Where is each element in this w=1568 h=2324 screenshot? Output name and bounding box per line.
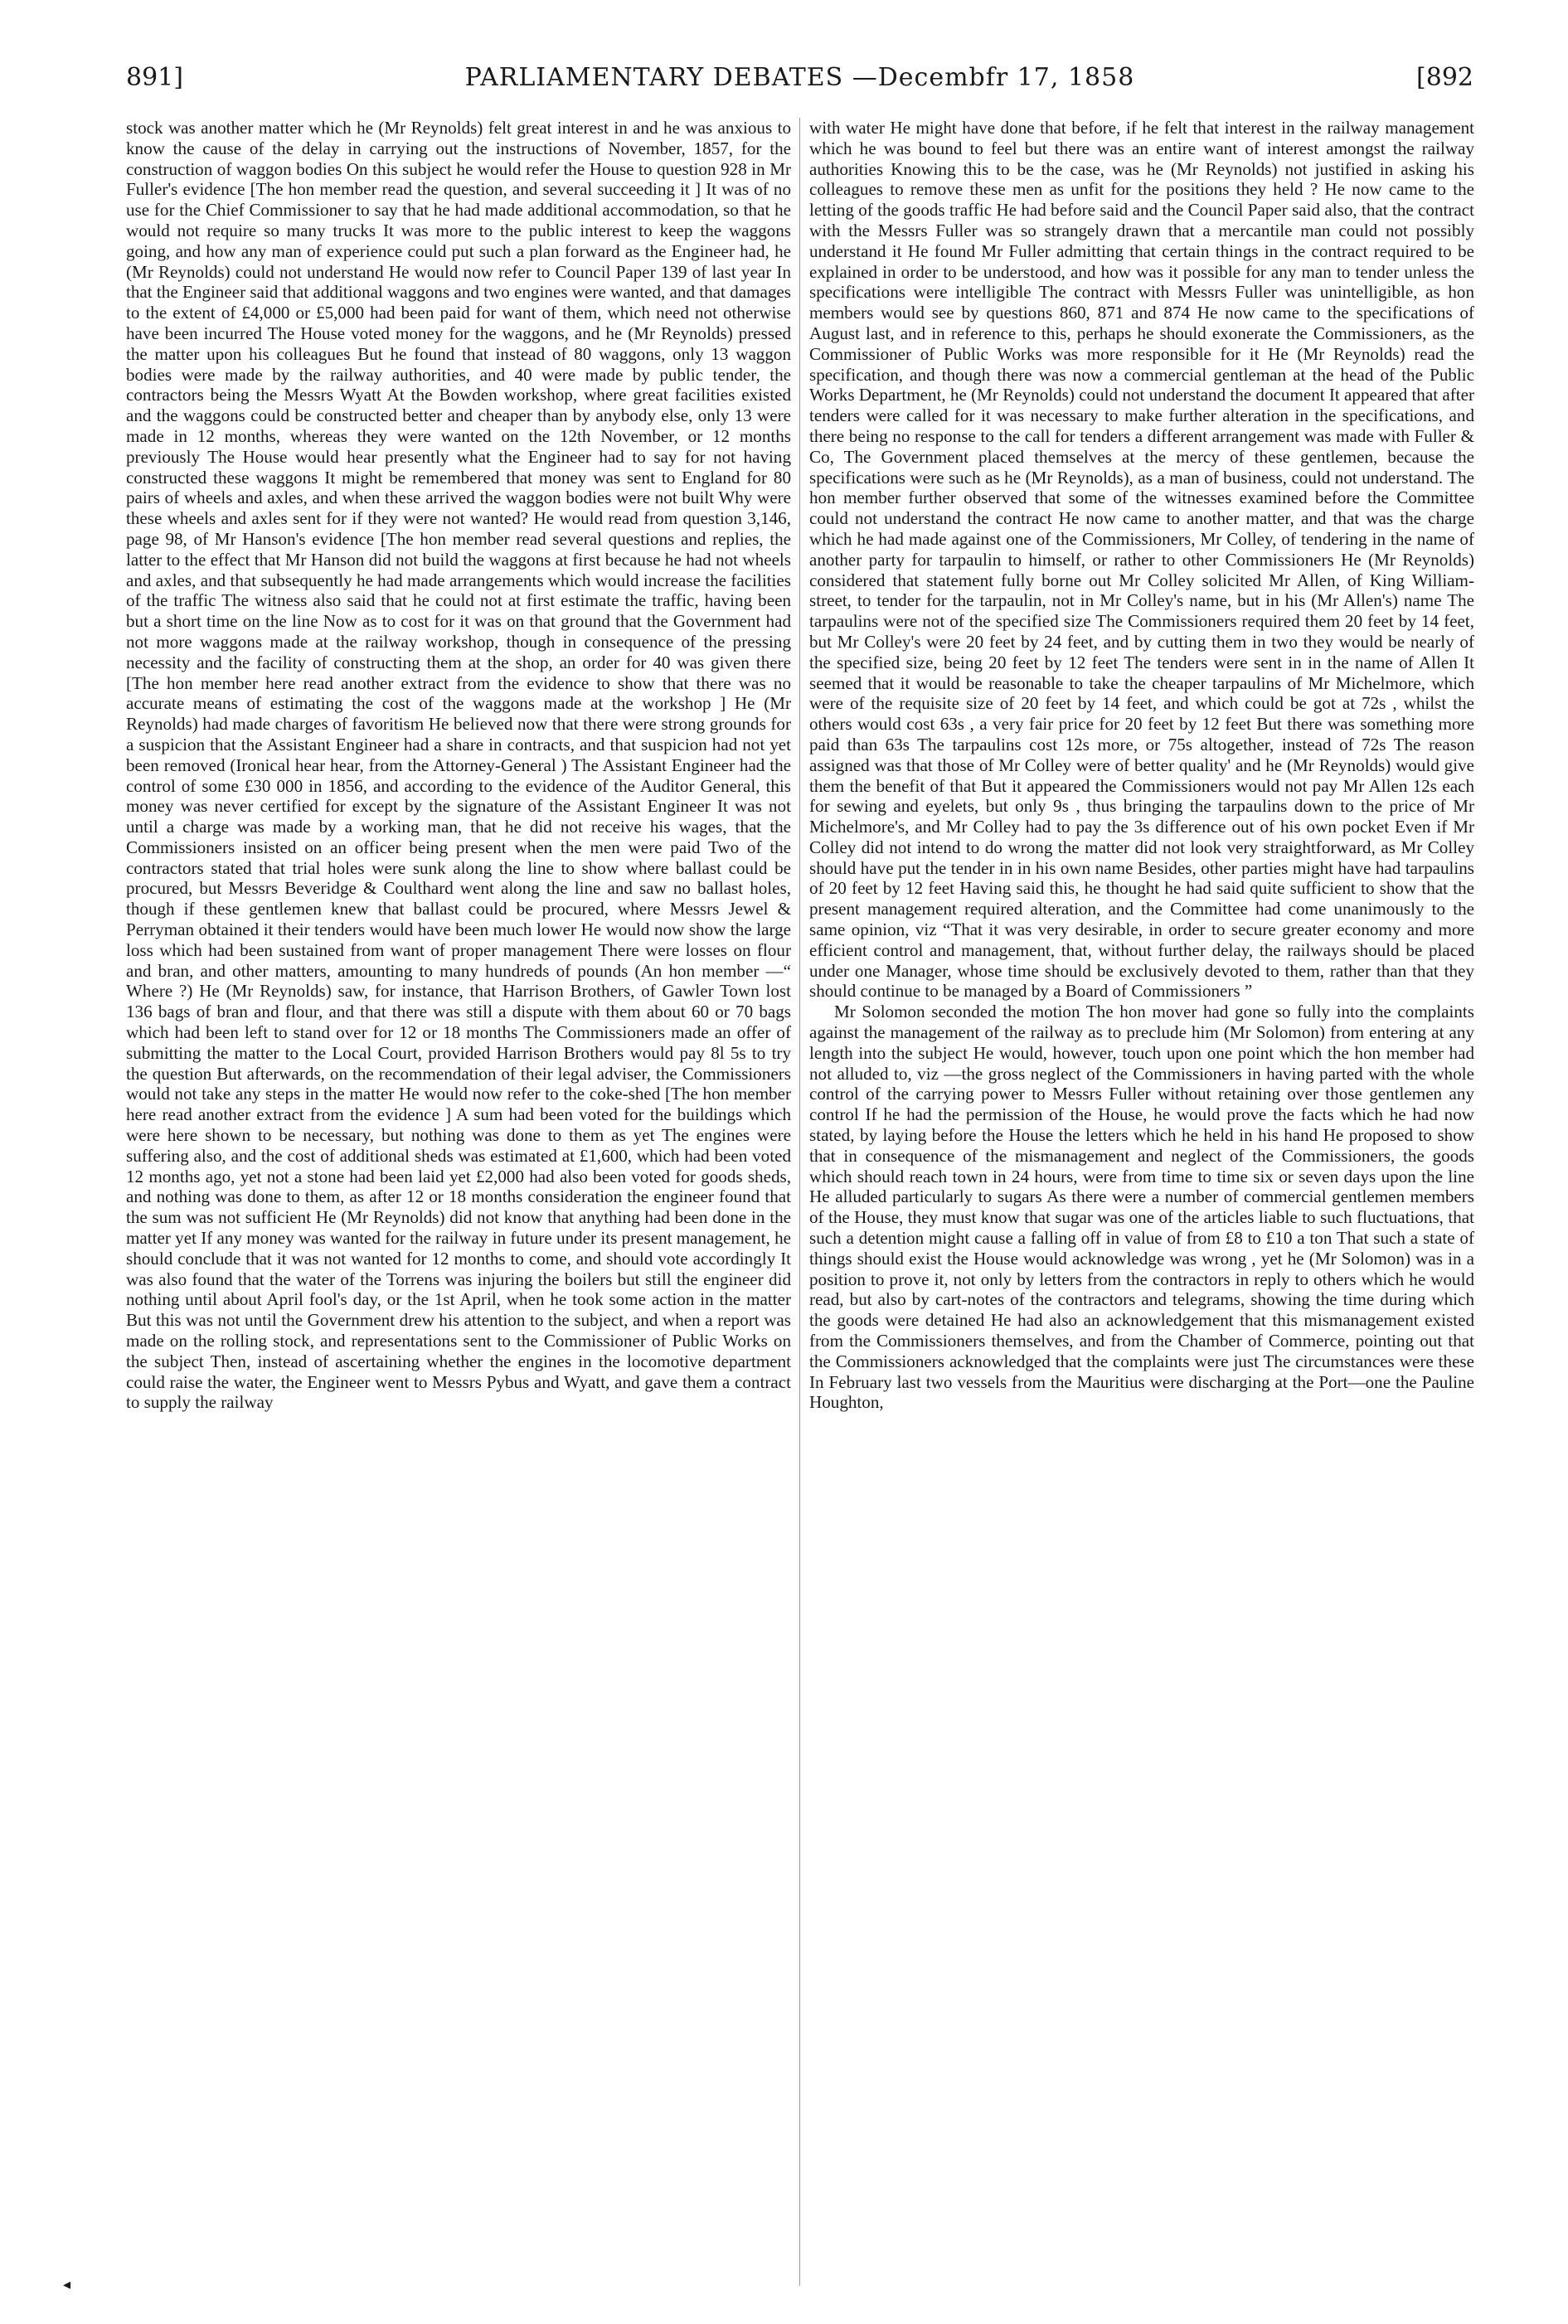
paragraph: with water He might have done that before, if he felt that interest in the railway management which he was bound to feel but there was an entire want of interest amongst the railway authorities Knowing this to be the case, was he (Mr Reynolds) not justified in asking his colleagues to remove these men as unfit for the positions they held ? He now came to the letting of the goods traffic He had before said and the Council Paper said also, that the contract with the Messrs Fuller was so strangely drawn that a mercantile man could not possibly understand it He found Mr Fuller admitting that certain things in the contract required to be explained in order to be understood, and how was it possible for any man to tender unless the specifications were intelligible The contract with Messrs Fuller was unintelligible, as hon members would see by questions 860, 871 and 874 He now came to the specifications of August last, and in reference to this, perhaps he should exonerate the Commissioners, as the Commissioner of Public Works was more responsible for it He (Mr Reynolds) read the specification, and though there was now a commercial gentleman at the head of the Public Works Department, he (Mr Reynolds) could not understand the document It appeared that after tenders were called for it was necessary to make further alteration in the specifications, and there being no response to the call for tenders a different arrangement was made with Fuller & Co, The Government placed themselves at the mercy of these gentlemen, because the specifications were such as he (Mr Reynolds), as a man of business, could not understand. The hon member further observed that some of the witnesses examined before the Committee could not understand the contract He now came to another matter, and that was the charge which he had made against one of the Commissioners, Mr Colley, of tendering in the name of another party for tarpaulin to himself, or rather to other Commissioners He (Mr Reynolds) considered that statement fully borne out Mr Colley solicited Mr Allen, of King William-street, to tender for the tarpaulin, not in Mr Colley's name, but in his (Mr Allen's) name The tarpaulins were not of the specified size The Commissioners required them 20 feet by 14 feet, but Mr Colley's were 20 feet by 24 feet, and by cutting them in two they would be nearly of the specified size, being 20 feet by 12 feet The tenders were sent in in the name of Allen It seemed that it would be reasonable to take the cheaper tarpaulins of Mr Michelmore, which were of the requisite size of 20 feet by 14 feet, and which could be got at 72s , whilst the others would cost 63s , a very fair price for 20 feet by 12 feet But there was something more paid than 63s The tarpaulins cost 12s more, or 75s altogether, instead of 72s The reason assigned was that those of Mr Colley were of better quality' and he (Mr Reynolds) would give them the benefit of that But it appeared the Commissioners would not pay Mr Allen 12s each for sewing and eyelets, but only 9s , thus bringing the tarpaulins down to the price of Mr Michelmore's, and Mr Colley had to pay the 3s difference out of his own pocket Even if Mr Colley did not intend to do wrong the matter did not look very straightforward, as Mr Colley should have put the tender in in his own name Besides, other parties might have had tarpaulins of 20 feet by 12 feet Having said this, he thought he had said quite sufficient to show that the present management required alteration, and the Committee had come unanimously to the same opinion, viz “That it was very desirable, in order to secure greater economy and more efficient control and management, that, without further delay, the railways should be placed under one Manager, whose time should be exclusively devoted to them, rather than that they should continue to be managed by a Board of Commissioners ” [809, 118, 1474, 1002]
paragraph: stock was another matter which he (Mr Reynolds) felt great interest in and he was anxious to know the cause of the delay in carrying out the instructions of November, 1857, for the construction of waggon bodies On this subject he would refer the House to question 928 in Mr Fuller's evidence [The hon member read the question, and several succeeding it ] It was of no use for the Chief Commissioner to say that he had made additional accommodation, so that he would not require so many trucks It was more to the public interest to keep the waggons going, and how any man of experience could put such a plan forward as the Engineer had, he (Mr Reynolds) could not understand He would now refer to Council Paper 139 of last year In that the Engineer said that additional waggons and two engines were wanted, and that damages to the extent of £4,000 or £5,000 had been paid for want of them, which need not otherwise have been incurred The House voted money for the waggons, and he (Mr Reynolds) pressed the matter upon his colleagues But he found that instead of 80 waggons, only 13 waggon bodies were made by the railway authorities, and 40 were made by public tender, the contractors being the Messrs Wyatt At the Bowden workshop, where great facilities existed and the waggons could be constructed better and cheaper than by anybody else, only 13 were made in 12 months, whereas they were wanted on the 12th November, or 12 months previously The House would hear presently what the Engineer had to say for not having constructed these waggons It might be remembered that money was sent to England for 80 pairs of wheels and axles, and when these arrived the waggon bodies were not built Why were these wheels and axles sent for if they were not wanted? He would read from question 3,146, page 98, of Mr Hanson's evidence [The hon member read several questions and replies, the latter to the effect that Mr Hanson did not build the waggons at first because he had not wheels and axles, and that subsequently he had made arrangements which would increase the facilities of the traffic The witness also said that he could not at first estimate the traffic, having been but a short time on the line Now as to cost for it was on that ground that the Government had not more waggons made at the railway workshop, though in consequence of the pressing necessity and the facility of constructing them at the shop, an order for 40 was given there [The hon member here read another extract from the evidence to show that there was no accurate means of estimating the cost of the waggons made at the workshop ] He (Mr Reynolds) had made charges of favoritism He believed now that there were strong grounds for a suspicion that the Assistant Engineer had a share in contracts, and that suspicion had not yet been removed (Ironical hear hear, from the Attorney-General ) The Assistant Engineer had the control of some £30 000 in 1856, and according to the evidence of the Auditor General, this money was never certified for except by the signature of the Assistant Engineer It was not until a charge was made by a working man, that he did not receive his wages, that the Commissioners insisted on an officer being present when the men were paid Two of the contractors stated that trial holes were sunk along the line to show where ballast could be procured, but Messrs Beveridge & Coulthard went along the line and saw no ballast holes, though if these gentlemen knew that ballast could be procured, where Messrs Jewel & Perryman obtained it their tenders would have been much lower He would now show the large loss which had been sustained from want of proper management There were losses on flour and bran, and other matters, amounting to many hundreds of pounds (An hon member —“ Where ?) He (Mr Reynolds) saw, for instance, that Harrison Brothers, of Gawler Town lost 136 bags of bran and flour, and that there was still a dispute with them about 60 or 70 bags which had been left to stand over for 12 or 18 months The Commissioners made an offer of submitting the matter to the Local Court, provided Harrison Brothers would pay 8l 5s to try the question But afterwards, on the recommendation of their legal adviser, the Commissioners would not take any steps in the matter He would now refer to the coke-shed [The hon member here read another extract from the evidence ] A sum had been voted for the buildings which were here shown to be necessary, but nothing was done to them as yet The engines were suffering also, and the cost of additional sheds was estimated at £1,600, which had been voted 12 months ago, yet not a stone had been laid yet £2,000 had also been voted for goods sheds, and nothing was done to them, as after 12 or 18 months consideration the engineer found that the sum was not sufficient He (Mr Reynolds) did not know that anything had been done in the matter yet If any money was wanted for the railway in future under its present management, he should conclude that it was not wanted for 12 months to come, and should vote accordingly It was also found that the water of the Torrens was injuring the boilers but still the engineer did nothing until about April fool's day, or the 1st April, when he took some action in the matter But this was not until the Government drew his attention to the subject, and when a report was made on the rolling stock, and representations sent to the Commissioner of Public Works on the subject Then, instead of ascertaining whether the engines in the locomotive department could raise the water, the Engineer went to Messrs Pybus and Wyatt, and gave them a contract to supply the railway [126, 118, 791, 1413]
page-header [126, 63, 1473, 104]
paragraph: Mr Solomon seconded the motion The hon mover had gone so fully into the complaints against the management of the railway as to preclude him (Mr Solomon) from entering at any length into the subject He would, however, touch upon one point which the hon member had not alluded to, viz —the gross neglect of the Commissioners in having parted with the whole control of the carrying power to Messrs Fuller without retaining over those gentlemen any control If he had the permission of the House, he would prove the facts which he had now stated, by laying before the House the letters which he held in his hand He proposed to show that in consequence of the mismanagement and neglect of the Commissioners, the goods which should reach town in 24 hours, were from time to time six or seven days upon the line He alluded particularly to sugars As there were a number of commercial gentlemen members of the House, they must know that sugar was one of the articles liable to such fluctuations, that such a detention might cause a falling off in value of from £8 to £10 a ton That such a state of things should exist the House would acknowledge was wrong , yet he (Mr Solomon) was in a position to prove it, not only by letters from the contractors in reply to others which he would read, but also by cart-notes of the contractors and telegrams, showing the time during which the goods were detained He had also an acknowledgement that this mismanagement existed from the Commissioners themselves, and from the Chamber of Commerce, pointing out that the Commissioners acknowledged that the complaints were just The circumstances were these In February last two vessels from the Mauritius were discharging at the Port—one the Pauline Houghton, [809, 1002, 1474, 1413]
page-number-right: [892 [1416, 63, 1473, 92]
left-column [126, 118, 791, 2290]
column-divider [799, 118, 800, 2286]
running-title: PARLIAMENTARY DEBATES —Decembfr 17, 1858 [464, 63, 1135, 92]
margin-mark: ◂ [63, 2276, 71, 2293]
right-column [809, 118, 1474, 2290]
page-number-left: 891] [126, 63, 183, 92]
